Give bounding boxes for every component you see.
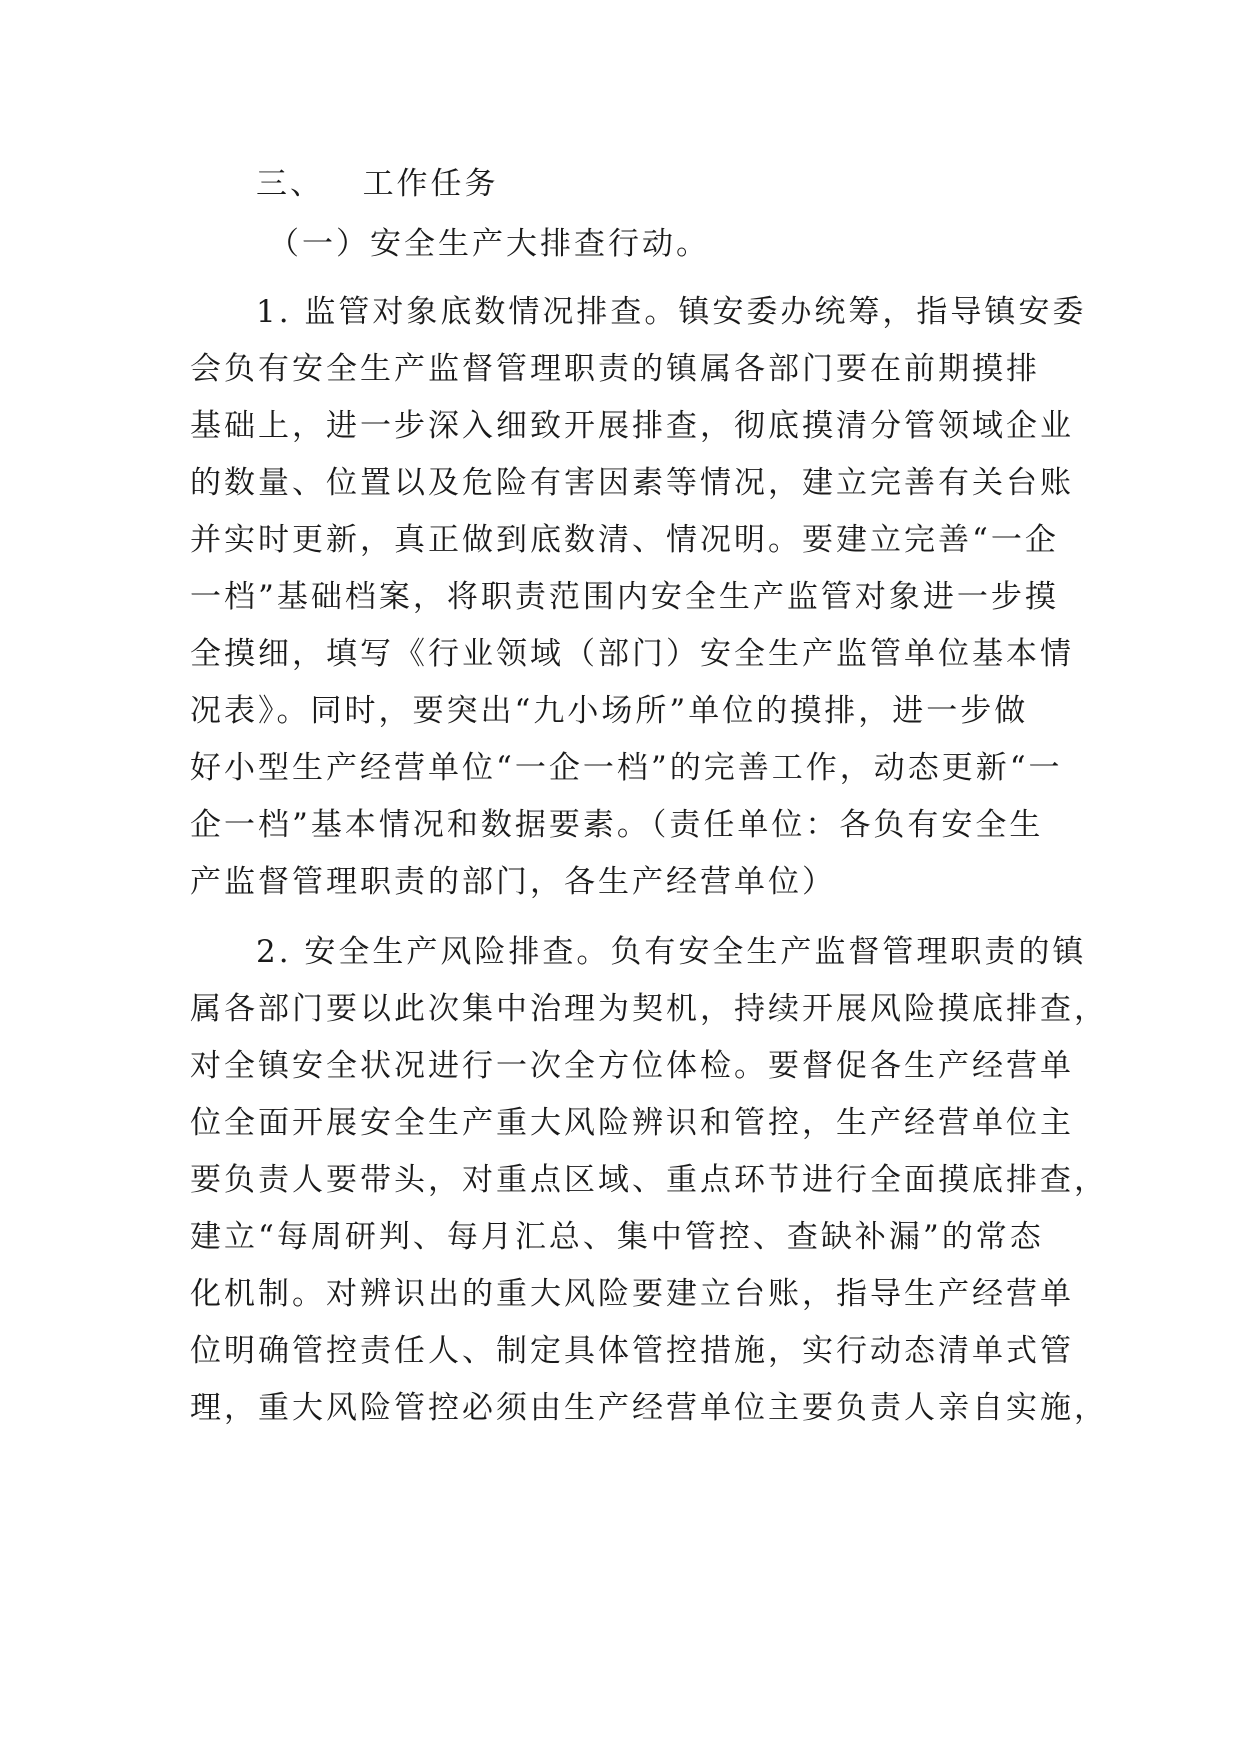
paragraph-2-line: 建立“每周研判、每月汇总、集中管控、查缺补漏”的常态 [190,1219,1044,1255]
subsection-heading: （一）安全生产大排查行动。 [268,226,710,262]
paragraph-2-line: 属各部门要以此次集中治理为契机，持续开展风险摸底排查， [190,991,1108,1027]
paragraph-1-line: 好小型生产经营单位“一企一档”的完善工作，动态更新“一 [190,750,1063,786]
paragraph-1-line: 的数量、位置以及危险有害因素等情况，建立完善有关台账 [190,465,1074,501]
paragraph-2-line: 理，重大风险管控必须由生产经营单位主要负责人亲自实施， [190,1390,1108,1426]
paragraph-2-line: 要负责人要带头，对重点区域、重点环节进行全面摸底排查， [190,1162,1108,1198]
paragraph-2-line: 位明确管控责任人、制定具体管控措施，实行动态清单式管 [190,1333,1074,1369]
paragraph-1-line: 企一档”基本情况和数据要素。（责任单位：各负有安全生 [190,807,1044,843]
section-title: 工作任务 [362,166,499,202]
section-heading [256,164,499,204]
paragraph-1-line: 一档”基础档案，将职责范围内安全生产监管对象进一步摸 [190,579,1059,615]
paragraph-2-line: 位全面开展安全生产重大风险辨识和管控，生产经营单位主 [190,1105,1074,1141]
paragraph-1-line: 产监督管理职责的部门，各生产经营单位） [190,864,836,900]
paragraph-2-line: 2. 安全生产风险排查。负有安全生产监督管理职责的镇 [256,934,1087,970]
paragraph-1-line: 基础上，进一步深入细致开展排查，彻底摸清分管领域企业 [190,408,1074,444]
paragraph-1-line: 会负有安全生产监督管理职责的镇属各部门要在前期摸排 [190,351,1040,387]
paragraph-1-line: 1. 监管对象底数情况排查。镇安委办统筹，指导镇安委 [256,294,1087,330]
section-number: 三、 [256,166,324,202]
paragraph-1-line: 并实时更新，真正做到底数清、情况明。要建立完善“一企 [190,522,1059,558]
paragraph-2-line: 化机制。对辨识出的重大风险要建立台账，指导生产经营单 [190,1276,1074,1312]
paragraph-1-line: 况表》。同时，要突出“九小场所”单位的摸排，进一步做 [190,693,1029,729]
paragraph-2-line: 对全镇安全状况进行一次全方位体检。要督促各生产经营单 [190,1048,1074,1084]
paragraph-1-line: 全摸细，填写《行业领域（部门）安全生产监管单位基本情 [190,636,1074,672]
